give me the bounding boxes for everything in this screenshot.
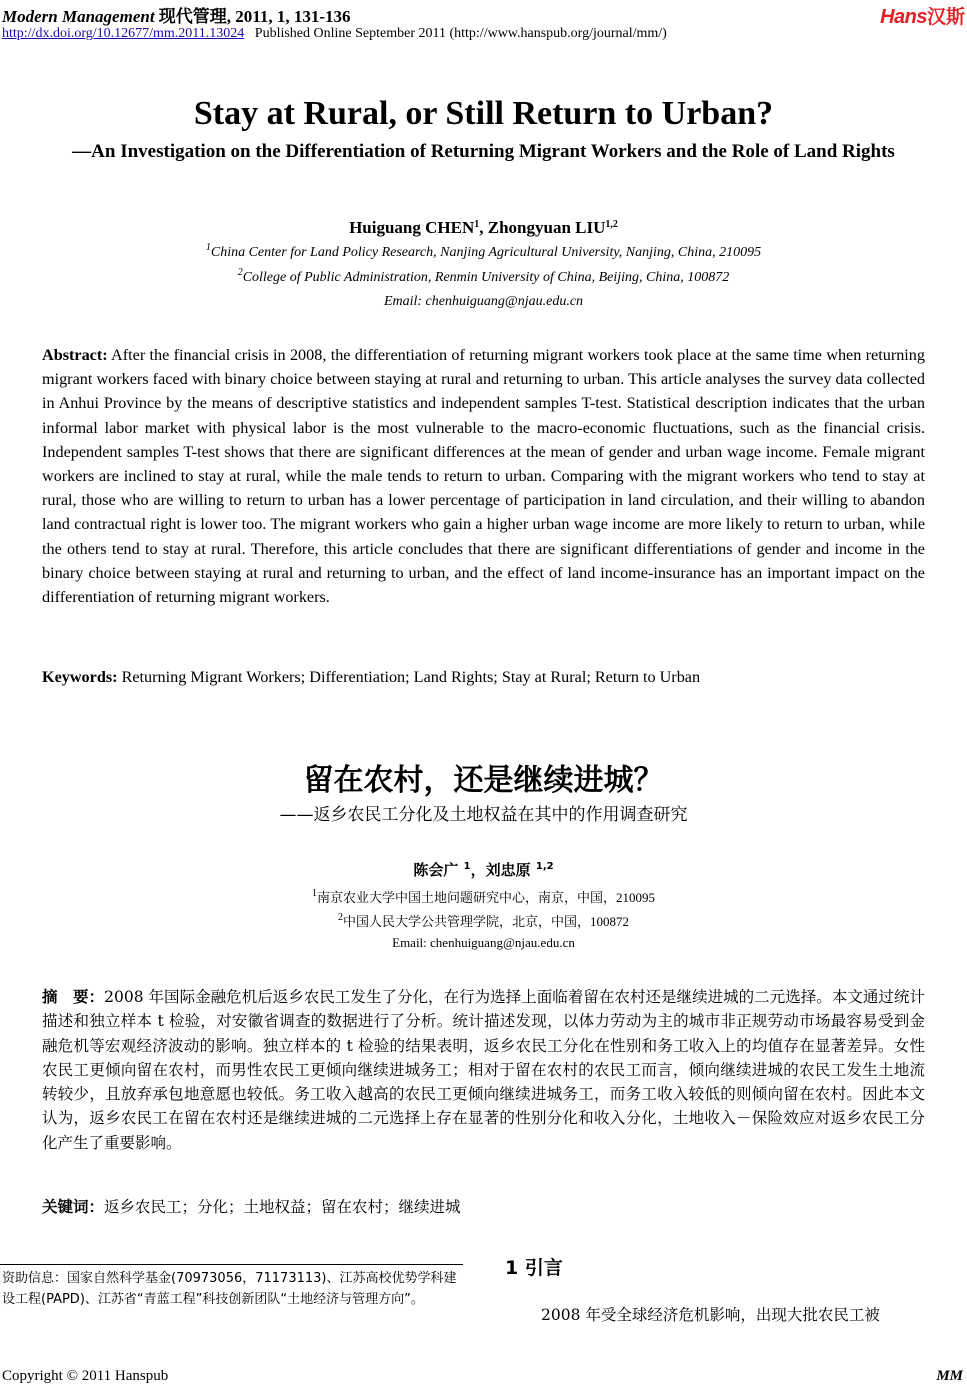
author-affil-sup: 1 <box>463 861 471 872</box>
affil-sup: 2 <box>237 267 243 278</box>
abstract-text: After the financial crisis in 2008, the differentiation of returning migrant workers took place at the same time when returning migrant workers faced with binary choice between staying at rural and returning to urban. This article analyses the survey data collected in Anhui Province by the means of descriptive statistics and independent samples T-test. Statistical description indicates that the urban informal labor market with physical labor is the most vulnerable to the macro-economic fluctuations, such as the financial crisis. Independent samples T-test shows that there are significant differences at the mean of gender and urban wage income. Female migrant workers are inclined to stay at rural, while the male tends to return to urban. Comparing with the migrant workers who tend to stay at rural, those who are willing to return to urban has a lower percentage of participation in land circulation, and their willing to abandon land contractual right is lower too. The migrant workers who gain a higher urban wage income are more likely to return to urban, while the others tend to stay at rural. Therefore, this article concludes that there are significant differentiations of gender and income in the binary choice between staying at rural and returning to urban, and the effect of land income-insurance has an important impact on the differentiation of returning migrant workers. <box>42 346 925 607</box>
author-name: Huiguang CHEN <box>349 218 475 237</box>
abstract-cn <box>42 985 925 1155</box>
keywords-label: Keywords: <box>42 668 118 686</box>
logo-text-en: Hans <box>880 6 927 28</box>
authors-cn <box>0 859 967 880</box>
author-affil-sup: 1,2 <box>535 861 554 872</box>
author-name: 刘忠原 <box>485 861 531 879</box>
section-heading-introduction: 1 引言 <box>505 1257 563 1279</box>
doi-link[interactable]: http://dx.doi.org/10.12677/mm.2011.13024 <box>2 26 245 41</box>
published-online: Published Online September 2011 (http://www.hanspub.org/journal/mm/) <box>254 26 667 41</box>
affil-sup: 1 <box>205 242 211 253</box>
affil-text: 南京农业大学中国土地问题研究中心，南京，中国，210095 <box>316 890 655 905</box>
abstract-label-cn: 摘 要： <box>42 988 105 1006</box>
keywords-text: Returning Migrant Workers; Differentiation; Land Rights; Stay at Rural; Return to Urban <box>117 668 701 686</box>
affil-text: 中国人民大学公共管理学院，北京，中国，100872 <box>342 914 629 929</box>
affiliation-1-cn <box>0 887 967 906</box>
copyright-footer: Copyright © 2011 Hanspub <box>2 1368 169 1384</box>
authors-en <box>0 218 967 238</box>
email-en: Email: chenhuiguang@njau.edu.cn <box>383 294 584 309</box>
paper-subtitle-cn: ——返乡农民工分化及土地权益在其中的作用调查研究 <box>279 805 688 825</box>
abstract-label: Abstract: <box>42 346 108 364</box>
affiliation-1-en <box>0 242 967 261</box>
journal-header <box>2 2 351 27</box>
journal-name-en: Modern Management <box>2 7 155 26</box>
abstract-en <box>42 343 925 609</box>
author-affil-sup: 1 <box>474 219 480 230</box>
keywords-label-cn: 关键词： <box>42 1198 105 1216</box>
keywords-text-cn: 返乡农民工；分化；土地权益；留在农村；继续进城 <box>104 1198 461 1216</box>
affil-text: China Center for Land Policy Research, Nanjing Agricultural University, Nanjing, China, 210095 <box>210 245 762 260</box>
paper-title-en: Stay at Rural, or Still Return to Urban? <box>193 95 774 132</box>
journal-name-cn: 现代管理 <box>158 7 227 26</box>
affil-text: College of Public Administration, Renmin University of China, Beijing, China, 100872 <box>242 270 730 285</box>
funding-footnote: 资助信息：国家自然科学基金(70973056，71173113)、江苏高校优势学科建设工程(PAPD)、江苏省“青蓝工程”科技创新团队“土地经济与管理方向”。 <box>2 1271 457 1307</box>
hans-logo <box>880 2 965 29</box>
logo-text-cn: 汉斯 <box>926 7 965 28</box>
author-affil-sup: 1,2 <box>605 219 618 230</box>
author-separator: , <box>479 218 488 237</box>
abstract-text-cn: 2008 年国际金融危机后返乡农民工发生了分化，在行为选择上面临着留在农村还是继续进城的二元选择。本文通过统计描述和独立样本 t 检验，对安徽省调查的数据进行了分析。统计描述发现，以体力劳动为主的城市非正规劳动市场最容易受到金融危机等宏观经济波动的影响。独立样本的 t 检验的结果表明，返乡农民工分化在性别和务工收入上的均值存在显著差异。女性农民工更倾向留在农村，而男性农民工更倾向继续进城务工；相对于留在农村的农民工而言，倾向继续进城的农民工发生土地流转较少，且放弃承包地意愿也较低。务工收入越高的农民工更倾向继续进城务工，而务工收入较低的则倾向留在农村。因此本文认为，返乡农民工在留在农村还是继续进城的二元选择上存在显著的性别分化和收入分化，土地收入－保险效应对返乡农民工分化产生了重要影响。 <box>42 988 925 1152</box>
author-name: 陈会广 <box>413 861 459 879</box>
keywords-cn <box>42 1195 461 1217</box>
email-cn: Email: chenhuiguang@njau.edu.cn <box>392 935 575 950</box>
affil-sup: 1 <box>311 888 317 899</box>
journal-issue: , 2011, 1, 131-136 <box>226 7 351 26</box>
author-name: Zhongyuan LIU <box>487 218 606 237</box>
publication-line <box>2 26 667 42</box>
footnote-divider <box>0 1264 463 1265</box>
keywords-en <box>42 668 925 687</box>
paper-title-cn: 留在农村，还是继续进城？ <box>303 763 664 798</box>
affiliation-2-en <box>0 267 967 286</box>
journal-abbreviation: MM <box>936 1368 963 1384</box>
author-separator: ， <box>470 861 486 879</box>
paper-subtitle-en: —An Investigation on the Differentiation of Returning Migrant Workers and the Role of Land Rights <box>72 141 895 162</box>
affiliation-2-cn <box>0 911 967 930</box>
affil-sup: 2 <box>337 912 343 923</box>
section-body-first-line: 2008 年受全球经济危机影响，出现大批农民工被 <box>541 1306 880 1324</box>
